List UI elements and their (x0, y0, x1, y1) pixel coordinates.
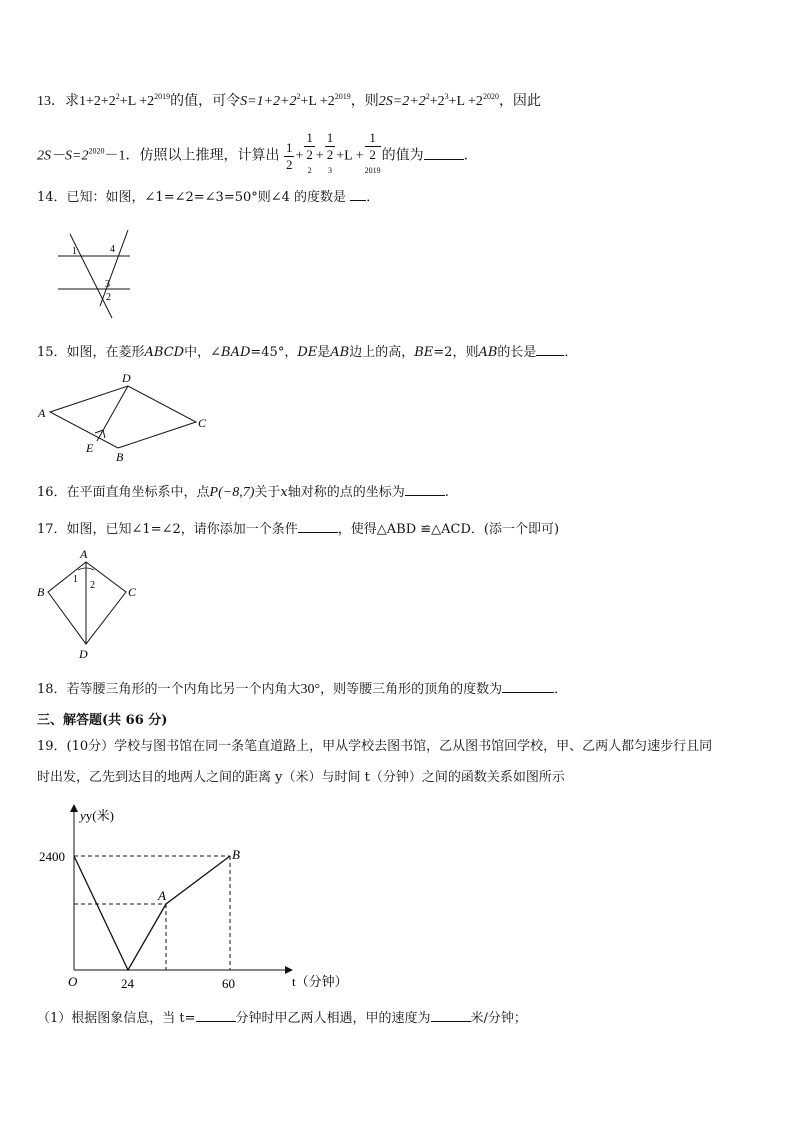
angle-3-label: 3 (105, 279, 110, 290)
q19-line2: 时出发，乙先到达目的地两人之间的距离 y（米）与时间 t（分钟）之间的函数关系如图所示 (37, 770, 565, 785)
q13-expr3: 2S=2+2 (378, 94, 426, 109)
fraction-1-2: $\frac{1}{2}$ (285, 140, 293, 172)
angle-2-label: 2 (106, 292, 111, 303)
point-a-label: A (158, 888, 166, 903)
answer-blank (502, 680, 554, 693)
answer-blank (350, 188, 366, 201)
q13-l2a: 2S－S=2 (37, 148, 89, 164)
svg-text:C: C (198, 416, 207, 430)
point-b-label: B (232, 847, 240, 862)
svg-text:A: A (38, 406, 46, 420)
svg-text:D: D (122, 371, 131, 385)
distance-time-line (74, 856, 230, 970)
q19-sub1: （1）根据图象信息，当 t= 分钟时甲乙两人相遇，甲的速度为 米/分钟； (37, 1011, 527, 1026)
ylabel-text: y(米) (85, 808, 114, 823)
q13-expr1: 1+2+2 (79, 94, 116, 109)
tick-2400: 2400 (39, 849, 65, 864)
svg-text:B: B (37, 585, 45, 599)
q13-line2: $2S-S=2^{2020}-1$．仿照以上推理，计算出 $\frac{1}{2}$ + 1 2 $^2$ + 1 2 $^3$ +L + 1 2 $^{2019}$ 的值为 ． (37, 130, 478, 183)
q19-line1: 19．(10分）学校与图书馆在同一条笔直道路上，甲从学校去图书馆，乙从图书馆回学校，甲、乙两人都匀速步行且同 (37, 739, 713, 754)
svg-text:C: C (128, 585, 137, 599)
answer-blank (298, 520, 338, 533)
origin-label: O (68, 974, 78, 989)
answer-blank (405, 483, 445, 496)
q15-rhombus-figure (36, 370, 216, 462)
answer-blank (424, 147, 464, 160)
q14-figure (50, 228, 160, 323)
q14-text: 14．已知：如图，∠1=∠2=∠3=50°则∠4 的度数是 ． (37, 190, 380, 205)
angle-1-label: 1 (72, 246, 77, 257)
fraction-1-2sq: 1 2 $^2$ (306, 130, 313, 175)
q13-line1: 13．求$1+2+2^2+L +2^{2019}$的值，可令$S=1+2+2^2+L +2^{2019}$，则$2S=2+2^2+2^3+L +2^{2020}$，因此 (37, 92, 541, 109)
tick-60: 60 (222, 976, 235, 991)
section-title: 三、解答题(共 66 分) (37, 713, 168, 728)
svg-text:2: 2 (90, 580, 95, 591)
svg-text:B: B (116, 450, 124, 464)
q19-graph (36, 798, 348, 998)
angle-4-label: 4 (110, 244, 115, 255)
x-axis-label: t（分钟） (292, 974, 348, 989)
q17-kite-figure (36, 548, 146, 660)
svg-text:D: D (79, 647, 88, 661)
point-p: P(−8,7) (209, 485, 255, 500)
svg-text:1: 1 (73, 574, 78, 585)
q15-text: 15．如图，在菱形ABCD中，∠BAD=45°，DE是AB边上的高，BE=2，则AB的长是 ． (37, 345, 578, 360)
tick-24: 24 (121, 976, 134, 991)
svg-text:A: A (80, 547, 88, 561)
q16-text: 16．在平面直角坐标系中，点P(−8,7)关于x轴对称的点的坐标为 . (37, 485, 449, 500)
svg-text:E: E (86, 441, 94, 455)
q13-expr2: S=1+2+2 (240, 94, 297, 109)
answer-blank (196, 1009, 236, 1022)
fraction-1-2cube: 1 2 $^3$ (326, 130, 334, 175)
answer-blank (536, 343, 564, 356)
q17-text: 17．如图，已知∠1=∠2，请你添加一个条件 ，使得△ABD ≌△ACD．(添一个即可) (37, 522, 560, 537)
q13-number: 13．求 (37, 94, 79, 109)
y-axis-label: yy(米) (80, 808, 114, 823)
answer-blank (431, 1009, 471, 1022)
q18-text: 18．若等腰三角形的一个内角比另一个内角大30°，则等腰三角形的顶角的度数为 ． (37, 682, 568, 697)
fraction-1-2pow2019: 1 2 $^{2019}$ (364, 130, 381, 175)
